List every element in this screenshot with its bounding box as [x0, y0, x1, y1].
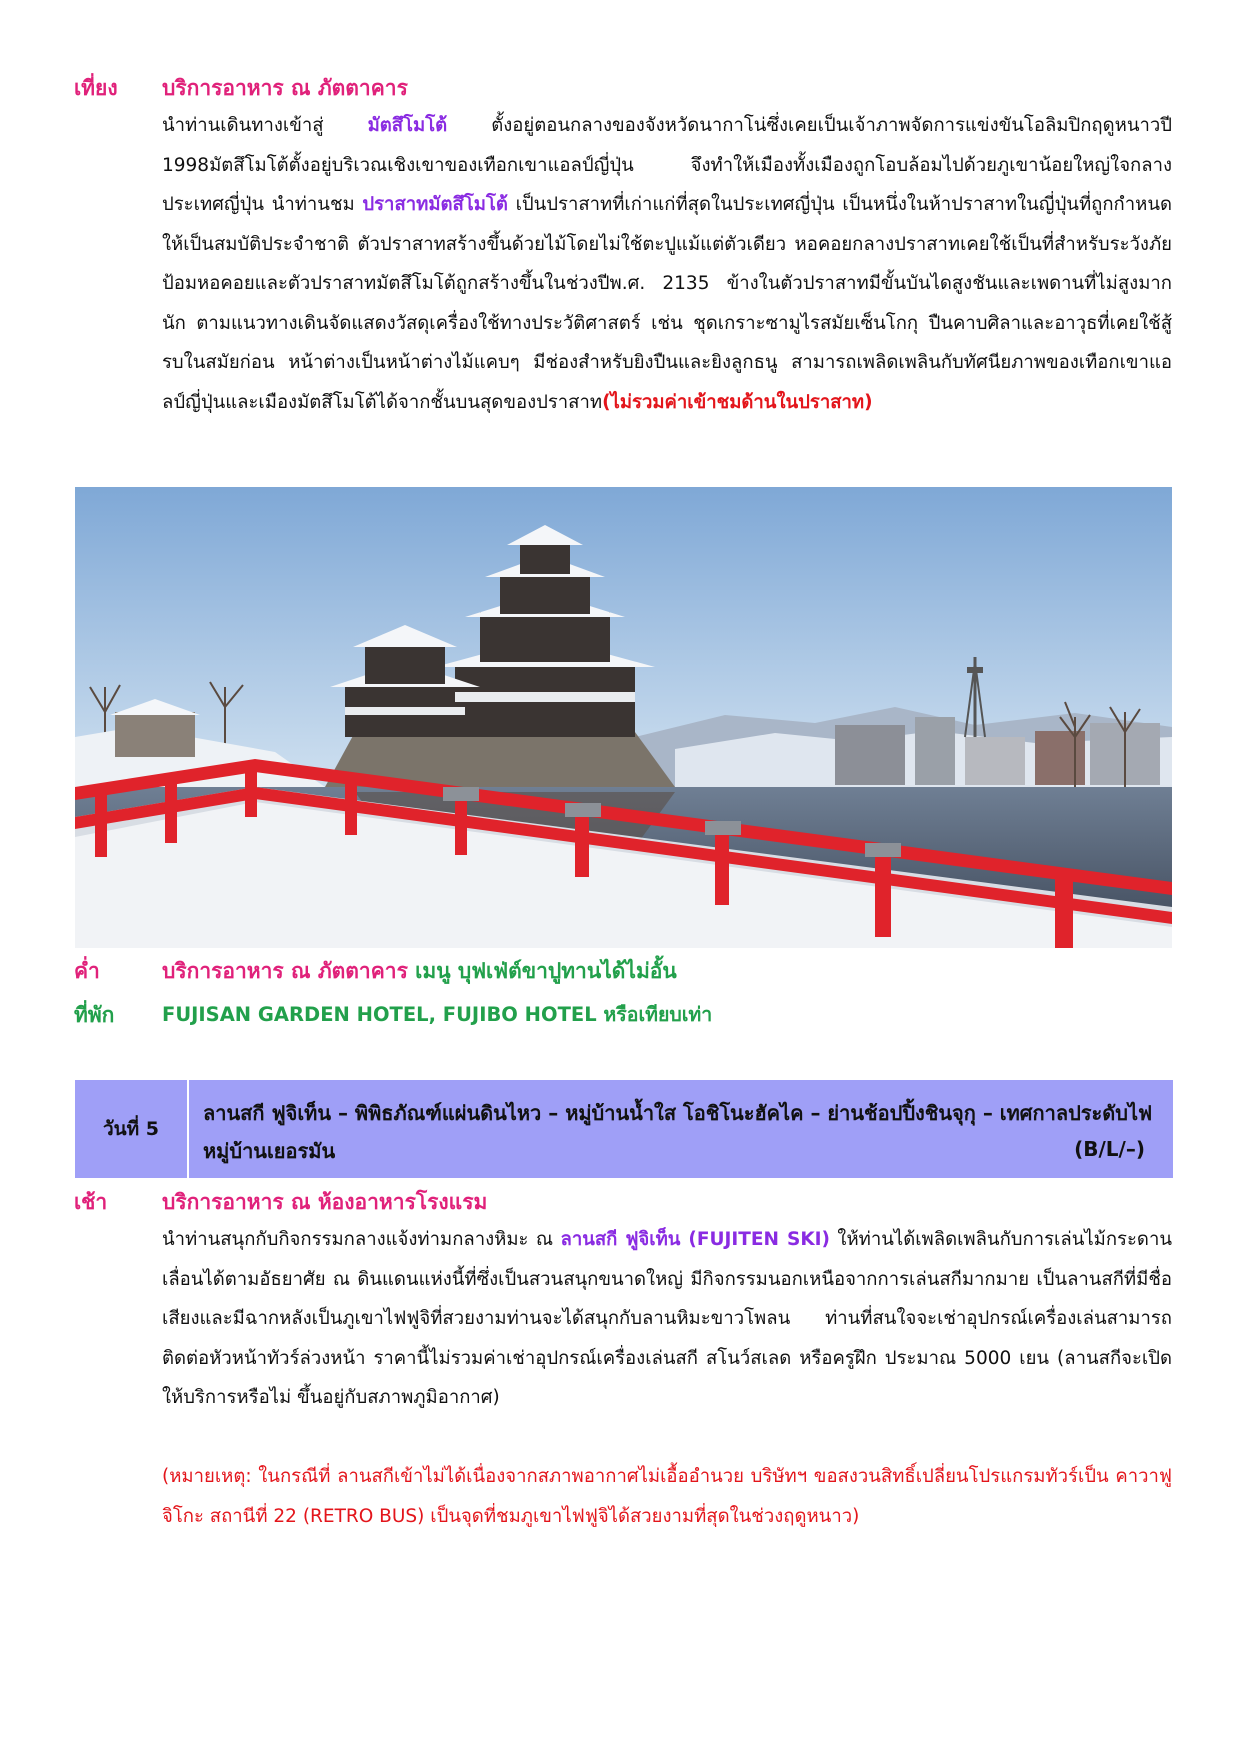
hotel-label: ที่พัก	[74, 1003, 115, 1027]
castle-illustration	[75, 487, 1172, 948]
castle-highlight: ปราสาทมัตสึโมโต้	[362, 194, 508, 215]
noon-text-1: ตั้งอยู่ตอนกลางของจังหวัดนากาโน่ซึ่งเคยเป็นเจ้าภาพจัดการแข่งขันโอลิมปิกฤดูหนาวปี 1998มัตสึโมโต้ตั้งอยู่บริเวณเชิงเขาของเทือกเขาแอลป์ญี่ปุ่น จึงทำให้เมืองทั้งเมืองถูกโอบล้อมไปด้วยภูเขาน้อยใหญ่ใจกลางประเทศญี่ปุ่น นำท่านชม	[162, 115, 1172, 215]
morning-text: ให้ท่านได้เพลิดเพลินกับการเล่นไม้กระดานเลื่อนได้ตามอัธยาศัย ณ ดินแดนแห่งนี้ที่ซึ่งเป็นสวนสนุกขนาดใหญ่ มีกิจกรรมนอกเหนือจากการเล่นสกีมากมาย เป็นลานสกีที่มีชื่อเสียงและมีฉากหลังเป็นภูเขาไฟฟูจิที่สวยงามท่านจะได้สนุกกับลานหิมะขาวโพลน ท่านที่สนใจจะเช่าอุปกรณ์เครื่องเล่นสามารถติดต่อหัวหน้าทัวร์ล่วงหน้า ราคานี้ไม่รวมค่าเช่าอุปกรณ์เครื่องเล่นสกี สโนว์สเลด หรือครูฝึก ประมาณ 5000 เยน (ลานสกีจะเปิดให้บริการหรือไม่ ขึ้นอยู่กับสภาพภูมิอากาศ)	[162, 1229, 1172, 1408]
dinner-label: ค่ำ	[74, 959, 100, 983]
noon-label: เที่ยง	[74, 76, 118, 100]
fujiten-ski-highlight: ลานสกี ฟูจิเท็น (FUJITEN SKI)	[560, 1229, 831, 1250]
day5-header	[75, 1080, 1173, 1178]
day5-title: ลานสกี ฟูจิเท็น – พิพิธภัณฑ์แผ่นดินไหว – หมู่บ้านน้ำใส โอชิโนะฮัคไค – ย่านช้อปปิ้งชินจุกุ – เทศกาลประดับไฟหมู่บ้านเยอรมัน	[203, 1101, 1153, 1163]
day5-meals: (B/L/–)	[1074, 1137, 1145, 1161]
morning-intro-text: นำท่านสนุกกับกิจกรรมกลางแจ้งท่ามกลางหิมะ ณ	[162, 1229, 561, 1250]
noon-intro-text: นำท่านเดินทางเข้าสู่	[162, 115, 368, 136]
morning-remark: (หมายเหตุ: ในกรณีที่ ลานสกีเข้าไม่ได้เนื่องจากสภาพอากาศไม่เอื้ออำนวย บริษัทฯ ขอสงวนสิทธิ์เปลี่ยนโปรแกรมทัวร์เป็น คาวาฟูจิโกะ สถานีที่ 22 (RETRO BUS) เป็นจุดที่ชมภูเขาไฟฟูจิได้สวยงามที่สุดในช่วงฤดูหนาว)	[162, 1466, 1172, 1527]
noon-text-2: เป็นปราสาทที่เก่าแก่ที่สุดในประเทศญี่ปุ่น เป็นหนึ่งในห้าปราสาทในญี่ปุ่นที่ถูกกำหนดให้เป็นสมบัติประจำชาติ ตัวปราสาทสร้างขึ้นด้วยไม้โดยไม่ใช้ตะปูแม้แต่ตัวเดียว หอคอยกลางปราสาทเคยใช้เป็นที่สำหรับระวังภัย ป้อมหอคอยและตัวปราสาทมัตสึโมโต้ถูกสร้างขึ้นในช่วงปีพ.ศ. 2135 ข้างในตัวปราสาทมีขั้นบันไดสูงชันและเพดานที่ไม่สูงมากนัก ตามแนวทางเดินจัดแสดงวัสดุเครื่องใช้ทางประวัติศาสตร์ เช่น ชุดเกราะซามูไรสมัยเซ็นโกกุ ปืนคาบศิลาและอาวุธที่เคยใช้สู้รบในสมัยก่อน หน้าต่างเป็นหน้าต่างไม้แคบๆ มีช่องสำหรับยิงปืนและยิงลูกธนู สามารถเพลิดเพลินกับทัศนียภาพของเทือกเขาแอลป์ญี่ปุ่นและเมืองมัตสึโมโต้ได้จากชั้นบนสุดของปราสาท	[162, 194, 1172, 413]
morning-heading: บริการอาหาร ณ ห้องอาหารโรงแรม	[162, 1190, 488, 1214]
dinner-heading: บริการอาหาร ณ ภัตตาคาร	[162, 959, 416, 983]
dinner-menu: เมนู บุฟเฟ่ต์ขาปูทานได้ไม่อั้น	[415, 959, 677, 983]
dinner-line	[162, 955, 677, 988]
matsumoto-highlight: มัตสึโมโต้	[367, 115, 448, 136]
hotel-name: FUJISAN GARDEN HOTEL, FUJIBO HOTEL หรือเทียบเท่า	[162, 1003, 713, 1026]
castle-photo	[75, 487, 1172, 948]
day5-number: วันที่ 5	[75, 1080, 189, 1178]
noon-heading: บริการอาหาร ณ ภัตตาคาร	[162, 76, 408, 100]
noon-paragraph	[162, 106, 1172, 422]
noon-note: (ไม่รวมค่าเข้าชมด้านในปราสาท)	[602, 391, 873, 413]
morning-label: เช้า	[74, 1190, 108, 1214]
day5-title-box	[189, 1080, 1173, 1178]
morning-paragraph	[162, 1220, 1172, 1418]
